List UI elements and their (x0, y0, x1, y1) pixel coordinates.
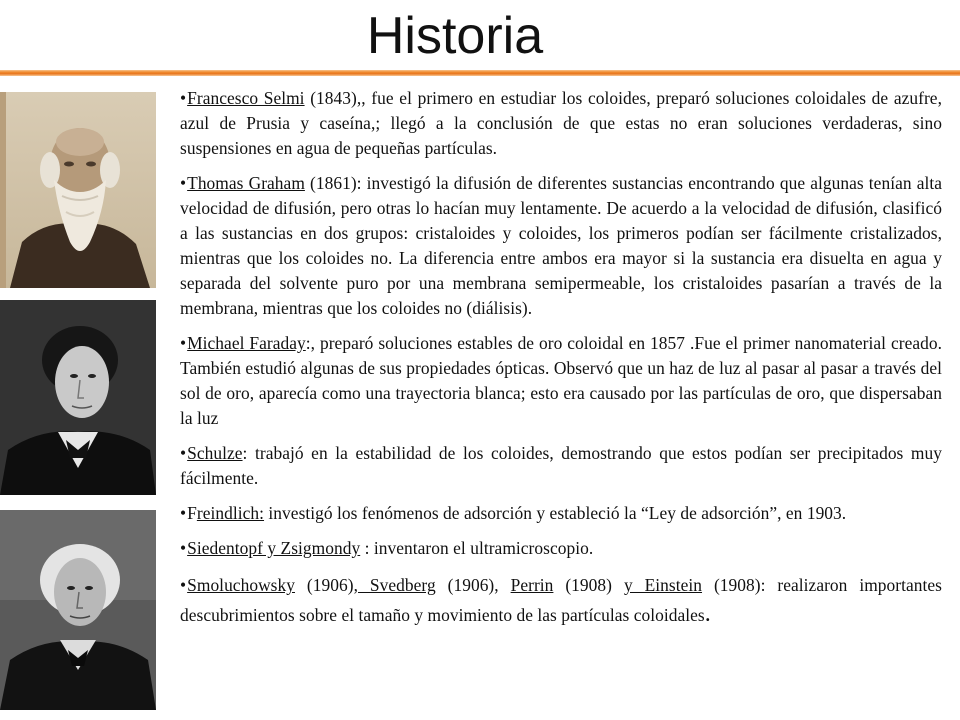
link-einstein[interactable]: y Einstein (623, 575, 703, 595)
link-svedberg[interactable]: , Svedberg (353, 575, 436, 595)
paragraph-text: : trabajó en la estabilidad de los coloides, demostrando que estos podían ser precipitados muy fácilmente. (180, 443, 942, 488)
paragraph-smoluchowsky (180, 571, 942, 630)
paragraph-text: investigó los fenómenos de adsorción y estableció la “Ley de adsorción”, en 1903. (264, 503, 847, 523)
bullet: • (180, 333, 187, 353)
portrait-thomas-graham (0, 300, 156, 495)
paragraph-graham (180, 171, 942, 321)
bullet: • (180, 88, 187, 108)
paragraph-text: (1906), (435, 575, 511, 595)
bullet: • (180, 173, 187, 193)
paragraph-text: : inventaron el ultramicroscopio. (360, 538, 594, 558)
paragraph-text: (1908): realizaron importantes descubrimientos sobre el tamaño y movimiento de las partículas coloidales (180, 575, 942, 625)
link-michael-faraday[interactable]: Michael Faraday (187, 333, 306, 353)
paragraph-text: (1908) (553, 575, 624, 595)
paragraph-faraday (180, 331, 942, 431)
link-francesco-selmi[interactable]: Francesco Selmi (187, 88, 305, 108)
portrait-michael-faraday (0, 510, 156, 710)
bullet: • (180, 503, 187, 523)
paragraph-text: (1906) (295, 575, 354, 595)
link-siedentopf-zsigmondy[interactable]: Siedentopf y Zsigmondy (187, 538, 361, 558)
paragraph-freindlich (180, 501, 942, 526)
paragraph-text: (1843),, fue el primero en estudiar los coloides, preparó soluciones coloidales de azufre, azul de Prusia y caseína,; llegó a la conclusión de que estas no eran soluciones verdaderas, sino suspensiones en agua de pequeñas partículas. (180, 88, 942, 158)
bullet: • (180, 538, 187, 558)
page-title: Historia (366, 7, 544, 65)
history-content (180, 86, 942, 640)
link-smoluchowsky[interactable]: Smoluchowsky (187, 575, 295, 595)
freindlich-prefix: F (187, 503, 197, 523)
paragraph-siedentopf (180, 536, 942, 561)
paragraph-text: (1861): investigó la difusión de diferentes sustancias encontrando que algunas tenían alta velocidad de difusión, pero otras lo hacían muy lentamente. De acuerdo a la velocidad de difusión, clasificó a las sustancias en dos grupos: cristaloides y coloides, los primeros podían ser fácilmente cristalizados, mientras que los coloides no. La diferencia entre ambos era mayor si la sustancia era disuelta en agua y separada del solvente puro por una membrana semipermeable, los cristaloides pasarían a través de la membrana, mientras que los coloides no (diálisis). (180, 173, 942, 318)
final-period: . (704, 601, 711, 627)
paragraph-selmi (180, 86, 942, 161)
title-underline (0, 70, 960, 76)
link-schulze[interactable]: Schulze (187, 443, 243, 463)
paragraph-schulze (180, 441, 942, 491)
link-perrin[interactable]: Perrin (510, 575, 554, 595)
link-freindlich[interactable]: reindlich: (196, 503, 265, 523)
link-thomas-graham[interactable]: Thomas Graham (187, 173, 305, 193)
bullet: • (180, 443, 187, 463)
paragraph-text: :, preparó soluciones estables de oro coloidal en 1857 .Fue el primer nanomaterial creado. También estudió algunas de sus propiedades ópticas. Observó que un haz de luz al pasar al pasar a través del sol de oro, aparecía como una trayectoria blanca; esto era causado por las partículas de oro, que dispersaban la luz (180, 333, 942, 428)
bullet: • (180, 575, 187, 595)
portrait-francesco-selmi (0, 92, 156, 288)
